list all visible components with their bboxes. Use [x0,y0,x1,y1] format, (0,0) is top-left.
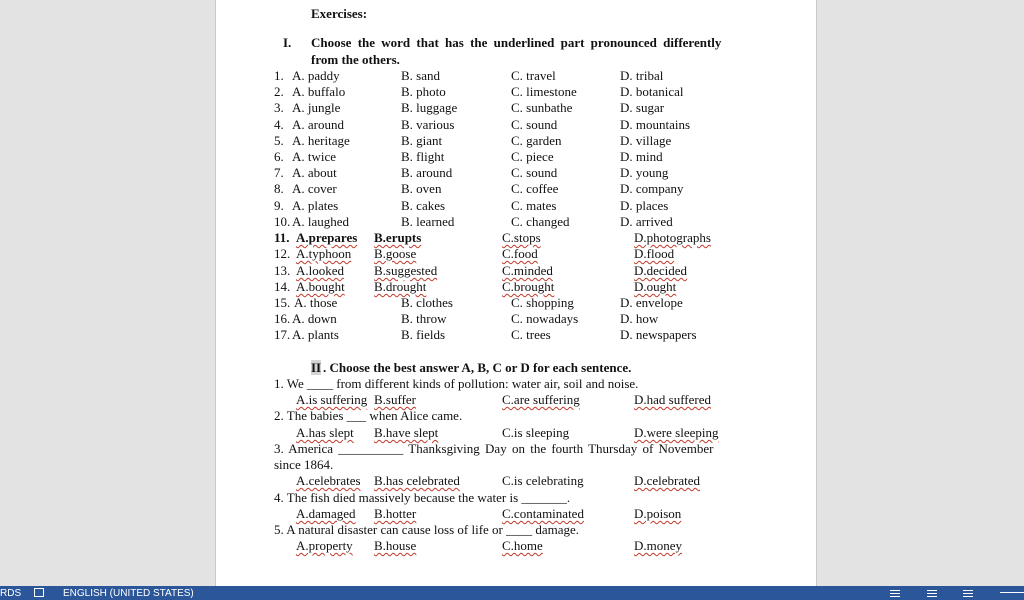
question-3-option-c: C.is celebrating [502,473,584,488]
question-2-option-d: D.were sleeping [634,425,719,440]
section1-title-line2: from the others. [311,52,400,67]
question-1-option-a: A.is suffering [296,392,368,407]
question-1-option-c: C.are suffering [502,392,580,407]
section1-title-line1: Choose the word that has the underlined part pronounced differently [311,35,722,50]
question-5-option-a: A.property [296,538,353,553]
question-4-option-c: C.contaminated [502,506,584,521]
question-1-option-b: B.suffer [374,392,417,407]
question-1-option-d: D.had suffered [634,392,712,407]
question-5-option-c: C.home [502,538,543,553]
section2-title: . Choose the best answer A, B, C or D for each sentence. [323,360,632,375]
question-4-option-d: D.poison [634,506,682,521]
question-4-option-b: B.hotter [374,506,417,521]
question-5-stem: 5. A natural disaster can cause loss of life or ____ damage. [274,522,580,537]
question-2-option-c: C.is sleeping [502,425,570,440]
question-4-stem: 4. The fish died massively because the water is _______. [274,490,571,505]
question-3-option-b: B.has celebrated [374,473,460,488]
section1-number: I. [283,35,292,50]
question-3-stem-cont: since 1864. [274,457,334,472]
question-5-option-b: B.house [374,538,417,553]
proofing-icon[interactable] [34,588,44,597]
question-3-option-a: A.celebrates [296,473,361,488]
question-2-option-b: B.have slept [374,425,439,440]
question-4-option-a: A.damaged [296,506,356,521]
question-1-stem: 1. We ____ from different kinds of pollution: water air, soil and noise. [274,376,639,391]
question-2-option-a: A.has slept [296,425,354,440]
read-mode-icon[interactable] [889,588,901,598]
web-layout-icon[interactable] [962,588,974,598]
question-3-option-d: D.celebrated [634,473,701,488]
word-count[interactable]: RDS [0,588,22,599]
print-layout-icon[interactable] [926,588,938,598]
status-bar [0,586,1024,600]
language-indicator[interactable]: ENGLISH (UNITED STATES) [63,588,194,599]
zoom-slider[interactable] [1000,592,1024,593]
document-page[interactable]: Exercises: I. Choose the word that has the underlined part pronounced differently from the others. 1. A. paddy B. sand C. travel D. tribal 2. A. buffalo B. photo C. limestone D. botanical 3. A. jungle B. luggage C. sunbathe D. sugar 4. A. around B. various C. sound D. mountains 5. A. heritage B. giant C. garden D. village 6. A. twice B. flight C. piece D. mind 7. A. about B. around C. sound D. young 8. A. cover B. oven C. coffee D. company 9. A. plates B. cakes C. mates D. places 10. A. laughed B. learned C. changed D. arrived 11. A.prepares B.erupts C.stops D.photographs 12. A.typhoon B.goose C.food D.flood 13. A.looked B.suggested C.minded D.decided 14. A.bought B.drought C.brought D.ought 15. A. those B. clothes C. shopping D. envelope 16. A. down B. throw C. nowadays D. how 17. A. plants B. fields C. trees D. newspapers II . Choose the best answer A, B, C or D for each sentence. 1. We ____ from different kinds of pollution: water air, soil and noise. A.is suffering B.suffer C.are suffering D.had suffered 2. The babies ___ when Alice came. A.has slept B.have slept C.is sleeping D.were sleeping 3. America __________ Thanksgiving Day on the fourth Thursday of November since 1864. A.celebrates B.has celebrated C.is celebrating D.celebrated 4. The fish died massively because the water is _______. A.damaged B.hotter C.contaminated D.poison 5. A natural disaster can cause loss of life or ____ damage. A.property B.house C.home D.money [215,0,817,586]
section2-number: II [311,360,322,375]
question-2-stem: 2. The babies ___ when Alice came. [274,408,463,423]
exercises-heading: Exercises: [311,6,368,21]
question-3-stem: 3. America __________ Thanksgiving Day on the fourth Thursday of November [274,441,714,456]
question-5-option-d: D.money [634,538,683,553]
